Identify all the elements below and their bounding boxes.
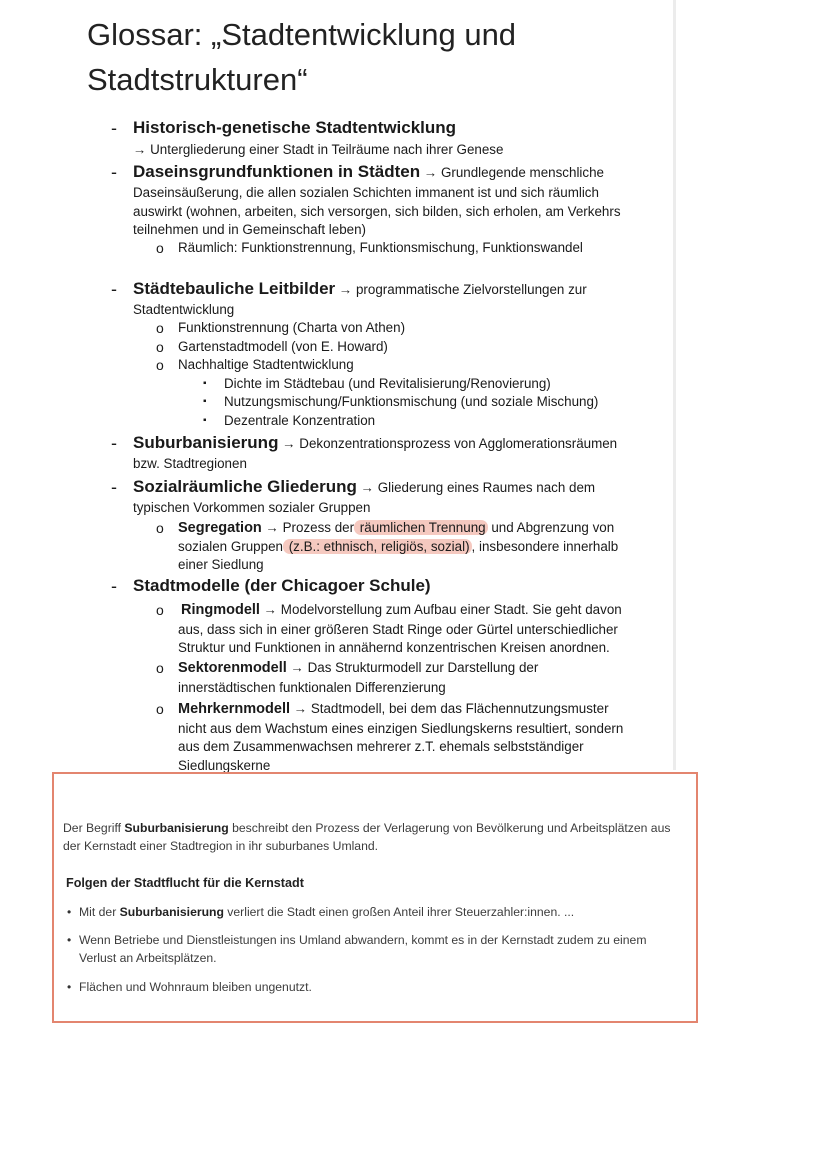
segregation-rest: und Abgrenzung von xyxy=(487,520,615,535)
box-bullet-1-a: Mit der xyxy=(79,905,120,919)
box-bullet-dot: • xyxy=(67,980,72,994)
daseins-heading: Daseinsgrundfunktionen in Städten xyxy=(133,162,421,181)
segregation-lead: → Prozess der xyxy=(261,520,355,535)
mehrkernmodell-lead: → Stadtmodell, bei dem das Flächennutzungsmuster xyxy=(290,701,609,716)
sozial-heading-line xyxy=(133,478,595,497)
square-bullet: ▪ xyxy=(203,415,207,426)
box-bullet-dot: • xyxy=(67,933,72,947)
segregation-line-3: einer Siedlung xyxy=(178,557,264,572)
square-bullet: ▪ xyxy=(203,378,207,389)
historisch-desc: → Untergliederung einer Stadt in Teilräume nach ihrer Genese xyxy=(133,142,504,157)
box-bullet-3: Flächen und Wohnraum bleiben ungenutzt. xyxy=(79,980,312,994)
suburb-line-2: bzw. Stadtregionen xyxy=(133,456,247,471)
title-line-2: Stadtstrukturen“ xyxy=(87,62,308,97)
dash-bullet: - xyxy=(111,162,117,182)
highlight-raeumliche-trennung: räumlichen Trennung xyxy=(356,520,486,535)
leitbilder-lead: → programmatische Zielvorstellungen zur xyxy=(335,282,587,297)
sektorenmodell-lead: → Das Strukturmodell zur Darstellung der xyxy=(286,660,539,675)
suburb-heading: Suburbanisierung xyxy=(133,433,279,452)
circle-bullet: o xyxy=(156,357,164,373)
modelle-heading: Stadtmodelle (der Chicagoer Schule) xyxy=(133,576,431,595)
segregation-line-1 xyxy=(178,519,614,537)
circle-bullet: o xyxy=(156,320,164,336)
sektorenmodell-line-2: innerstädtischen funktionalen Differenzierung xyxy=(178,680,446,695)
leitbilder-item-1: Funktionstrennung (Charta von Athen) xyxy=(178,320,406,335)
leitbilder-subitem-3: Dezentrale Konzentration xyxy=(224,413,376,428)
box-bullet-1 xyxy=(79,903,574,921)
suburb-lead: → Dekonzentrationsprozess von Agglomerationsräumen xyxy=(278,436,618,451)
modelle-heading-line xyxy=(133,577,431,596)
leitbilder-heading: Städtebauliche Leitbilder xyxy=(133,279,336,298)
box-intro-a: Der Begriff xyxy=(63,821,125,835)
ringmodell-line-1 xyxy=(181,601,622,619)
mehrkernmodell-line-1 xyxy=(178,700,609,718)
daseins-line-2: auswirkt (wohnen, arbeiten, sich versorgen, sich bilden, sich erholen, am Verkehrs xyxy=(133,204,621,219)
square-bullet: ▪ xyxy=(203,396,207,407)
daseins-item: Räumlich: Funktionstrennung, Funktionsmischung, Funktionswandel xyxy=(178,240,583,255)
box-bullet-1-term: Suburbanisierung xyxy=(119,905,224,919)
daseins-line-3: teilnehmen und in Gemeinschaft leben) xyxy=(133,222,366,237)
daseins-heading-line xyxy=(133,163,604,182)
dash-bullet: - xyxy=(111,576,117,596)
box-intro-c: beschreibt den Prozess der Verlagerung von Bevölkerung und Arbeitsplätzen aus xyxy=(228,821,671,835)
sozial-line-2: typischen Vorkommen sozialer Gruppen xyxy=(133,500,371,515)
leitbilder-subitem-2: Nutzungsmischung/Funktionsmischung (und soziale Mischung) xyxy=(224,394,599,409)
suburb-heading-line xyxy=(133,434,617,453)
circle-bullet: o xyxy=(156,660,164,676)
leitbilder-subitem-1: Dichte im Städtebau (und Revitalisierung/Renovierung) xyxy=(224,376,551,391)
sektorenmodell-line-1 xyxy=(178,659,538,677)
circle-bullet: o xyxy=(156,602,164,618)
box-intro-term: Suburbanisierung xyxy=(124,821,229,835)
box-heading: Folgen der Stadtflucht für die Kernstadt xyxy=(66,876,304,890)
segregation-line-2a: sozialen Gruppen xyxy=(178,539,283,554)
box-bullet-2-line-1: Wenn Betriebe und Dienstleistungen ins Umland abwandern, kommt es in der Kernstadt zudem zu einem xyxy=(79,933,647,947)
leitbilder-heading-line xyxy=(133,280,587,299)
segregation-line-2 xyxy=(178,538,618,556)
box-bullet-1-c: verliert die Stadt einen großen Anteil ihrer Steuerzahler:innen. ... xyxy=(223,905,575,919)
ringmodell-line-2: aus, dass sich in einer größeren Stadt Ringe oder Gürtel unterschiedlicher xyxy=(178,622,618,637)
circle-bullet: o xyxy=(156,701,164,717)
box-bullet-2-line-2: Verlust an Arbeitsplätzen. xyxy=(79,951,217,965)
historisch-heading: Historisch-genetische Stadtentwicklung xyxy=(133,118,457,137)
dash-bullet: - xyxy=(111,279,117,299)
title-line-1: Glossar: „Stadtentwicklung und xyxy=(87,17,517,52)
sozial-heading: Sozialräumliche Gliederung xyxy=(133,477,357,496)
leitbilder-line-2: Stadtentwicklung xyxy=(133,302,235,317)
mehrkernmodell-line-3: aus dem Zusammenwachsen mehrerer z.T. ehemals selbstständiger xyxy=(178,739,584,754)
box-bullet-dot: • xyxy=(67,905,72,919)
ringmodell-lead: → Modelvorstellung zum Aufbau einer Stadt. Sie geht davon xyxy=(259,602,622,617)
ringmodell-term: Ringmodell xyxy=(181,602,260,618)
daseins-line-1: Daseinsäußerung, die allen sozialen Schichten immanent ist und sich räumlich xyxy=(133,185,599,200)
circle-bullet: o xyxy=(156,240,164,256)
highlight-beispiele: (z.B.: ethnisch, religiös, sozial) xyxy=(284,539,470,554)
sektorenmodell-term: Sektorenmodell xyxy=(178,660,287,676)
circle-bullet: o xyxy=(156,520,164,536)
dash-bullet: - xyxy=(111,477,117,497)
circle-bullet: o xyxy=(156,339,164,355)
segregation-term: Segregation xyxy=(178,520,262,536)
page-title xyxy=(87,12,647,102)
segregation-line-2b: , insbesondere innerhalb xyxy=(471,539,619,554)
mehrkernmodell-line-2: nicht aus dem Wachstum eines einzigen Siedlungskerns resultiert, sondern xyxy=(178,721,624,736)
mehrkernmodell-line-4: Siedlungskerne xyxy=(178,758,271,773)
ringmodell-line-3: Struktur und Funktionen in annähernd konzentrischen Kreisen anordnen. xyxy=(178,640,610,655)
dash-bullet: - xyxy=(111,118,117,138)
mehrkernmodell-term: Mehrkernmodell xyxy=(178,701,290,717)
leitbilder-item-2: Gartenstadtmodell (von E. Howard) xyxy=(178,339,388,354)
historisch-heading-line xyxy=(133,119,456,138)
box-intro-line-1 xyxy=(63,819,670,837)
daseins-lead: → Grundlegende menschliche xyxy=(420,165,604,180)
box-intro-line-2: der Kernstadt einer Stadtregion in ihr suburbanes Umland. xyxy=(63,839,379,853)
dash-bullet: - xyxy=(111,433,117,453)
leitbilder-item-3: Nachhaltige Stadtentwicklung xyxy=(178,357,354,372)
sozial-lead: → Gliederung eines Raumes nach dem xyxy=(356,480,596,495)
page-edge xyxy=(673,0,676,770)
